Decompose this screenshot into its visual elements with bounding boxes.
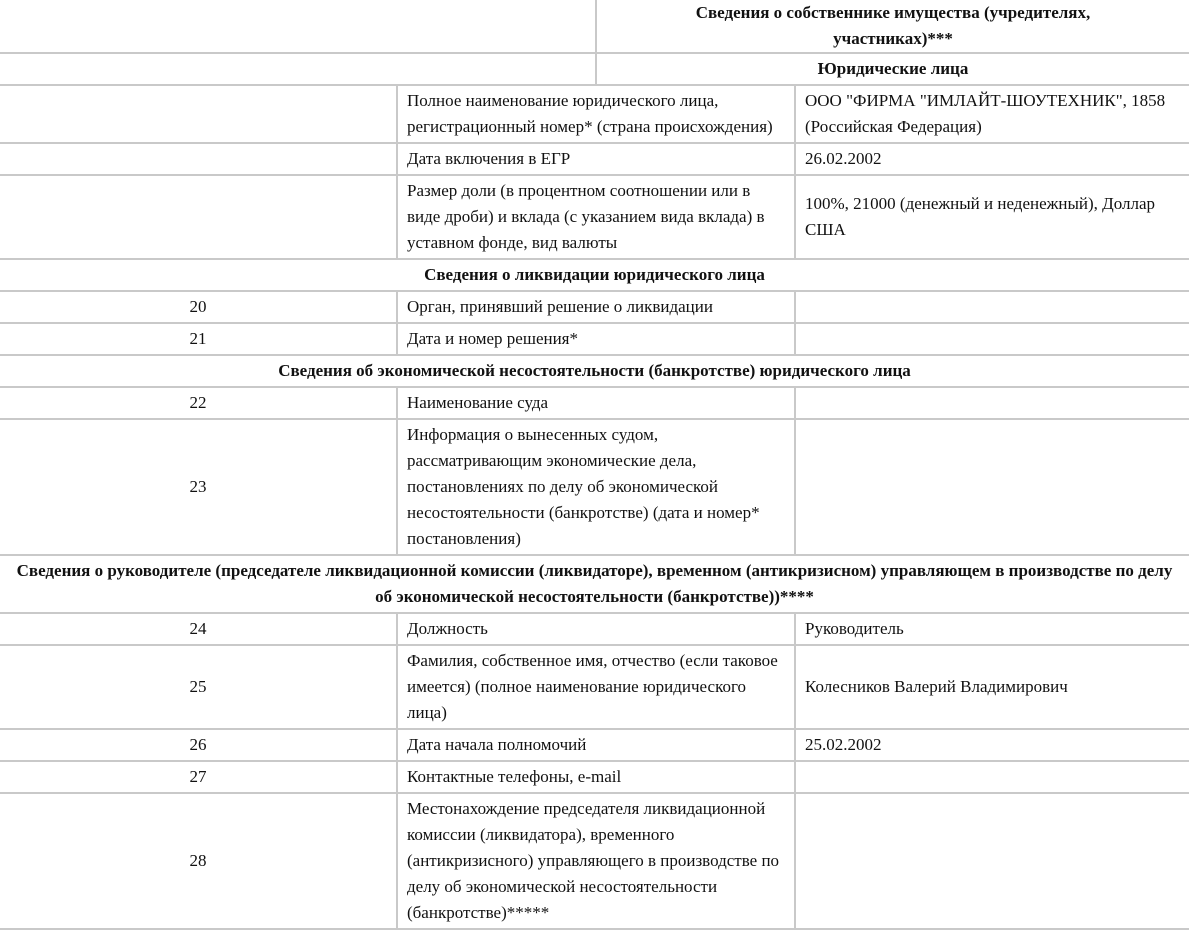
- row-value: Колесников Валерий Владимирович: [795, 645, 1189, 729]
- owner-header-table: [0, 0, 1189, 86]
- table-row: [0, 645, 1189, 729]
- table-row: [0, 291, 1189, 323]
- table-row: [0, 419, 1189, 555]
- table-row: [0, 613, 1189, 645]
- row-label: Размер доли (в процентном соотношении или в виде дроби) и вклада (с указанием вида вклада) в уставном фонде, вид валюты: [397, 175, 795, 259]
- row-label: Наименование суда: [397, 387, 795, 419]
- table-row: [0, 175, 1189, 259]
- row-number: [0, 175, 397, 259]
- row-number: 27: [0, 761, 397, 793]
- row-label: Полное наименование юридического лица, регистрационный номер* (страна происхождения): [397, 86, 795, 143]
- row-number: 22: [0, 387, 397, 419]
- head-section-title: Сведения о руководителе (председателе ликвидационной комиссии (ликвидаторе), временном (антикризисном) управляющем в производстве по делу об экономической несостоятельности (банкротстве))****: [0, 555, 1189, 613]
- row-label: Дата начала полномочий: [397, 729, 795, 761]
- empty-cell: [0, 53, 596, 85]
- table-row: [0, 323, 1189, 355]
- row-label: Местонахождение председателя ликвидационной комиссии (ликвидатора), временного (антикризисного) управляющего в производстве по делу об экономической несостоятельности (банкротстве)*****: [397, 793, 795, 929]
- row-label: Орган, принявший решение о ликвидации: [397, 291, 795, 323]
- row-number: 24: [0, 613, 397, 645]
- row-number: 25: [0, 645, 397, 729]
- row-value: 26.02.2002: [795, 143, 1189, 175]
- register-table: [0, 86, 1189, 930]
- row-value: ООО "ФИРМА "ИМЛАЙТ-ШОУТЕХНИК", 1858 (Российская Федерация): [795, 86, 1189, 143]
- row-label: Контактные телефоны, e-mail: [397, 761, 795, 793]
- row-value: [795, 291, 1189, 323]
- row-number: [0, 143, 397, 175]
- row-number: 23: [0, 419, 397, 555]
- row-number: 28: [0, 793, 397, 929]
- row-value: [795, 761, 1189, 793]
- table-row: [0, 761, 1189, 793]
- empty-cell: [0, 0, 596, 53]
- row-value: [795, 323, 1189, 355]
- row-value: Руководитель: [795, 613, 1189, 645]
- table-row: [0, 729, 1189, 761]
- bankruptcy-section-title: Сведения об экономической несостоятельности (банкротстве) юридического лица: [0, 355, 1189, 387]
- row-label: Фамилия, собственное имя, отчество (если таковое имеется) (полное наименование юридического лица): [397, 645, 795, 729]
- row-value: [795, 419, 1189, 555]
- table-row: [0, 86, 1189, 143]
- row-label: Информация о вынесенных судом, рассматривающим экономические дела, постановлениях по делу об экономической несостоятельности (банкротстве) (дата и номер* постановления): [397, 419, 795, 555]
- owner-section-subtitle: Юридические лица: [596, 53, 1189, 85]
- row-value: [795, 793, 1189, 929]
- row-label: Должность: [397, 613, 795, 645]
- table-row: [0, 143, 1189, 175]
- row-value: [795, 387, 1189, 419]
- liquidation-section-title: Сведения о ликвидации юридического лица: [0, 259, 1189, 291]
- row-value: 100%, 21000 (денежный и неденежный), Доллар США: [795, 175, 1189, 259]
- row-number: [0, 86, 397, 143]
- table-row: [0, 793, 1189, 929]
- row-number: 26: [0, 729, 397, 761]
- row-number: 20: [0, 291, 397, 323]
- row-label: Дата и номер решения*: [397, 323, 795, 355]
- row-value: 25.02.2002: [795, 729, 1189, 761]
- row-label: Дата включения в ЕГР: [397, 143, 795, 175]
- row-number: 21: [0, 323, 397, 355]
- owner-section-title: Сведения о собственнике имущества (учредителях, участниках)***: [596, 0, 1189, 53]
- table-row: [0, 387, 1189, 419]
